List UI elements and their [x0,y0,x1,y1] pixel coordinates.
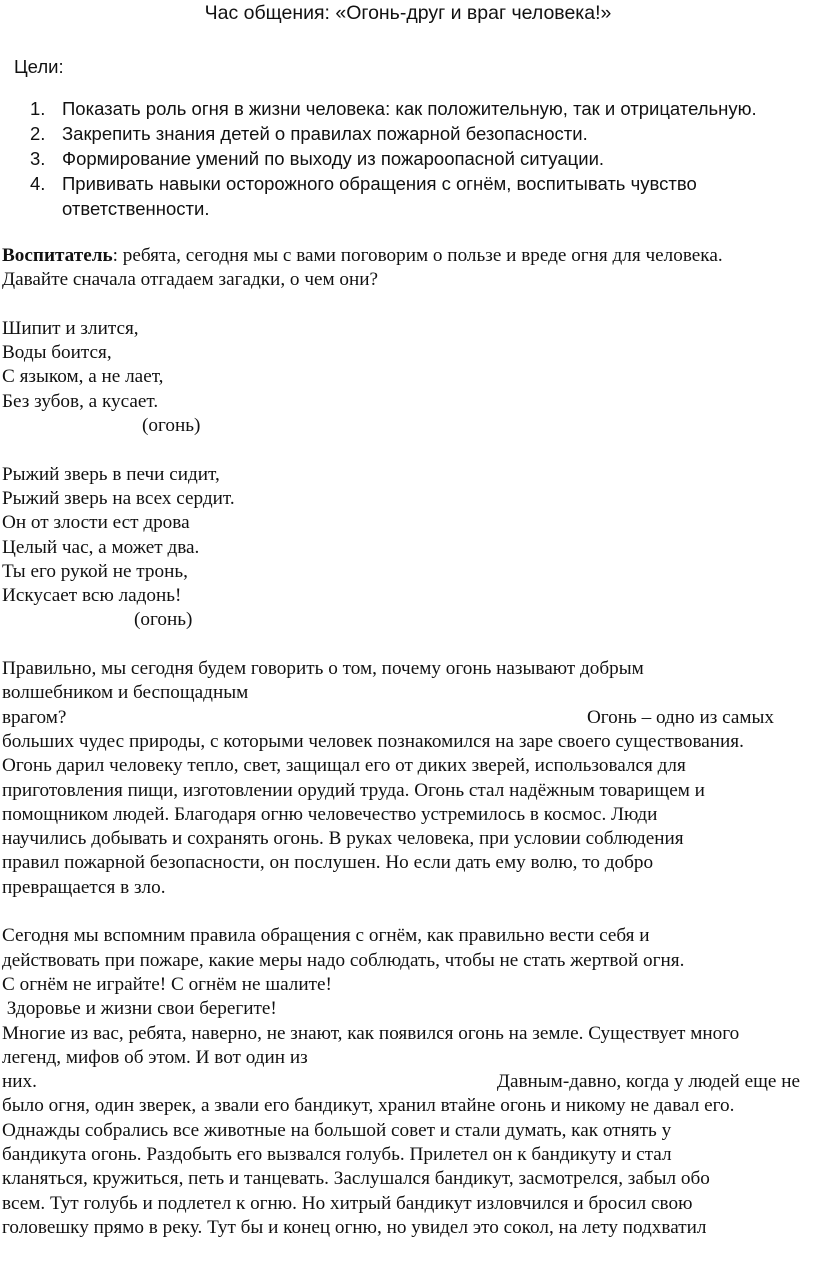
document-body [2,244,814,1240]
goal-number: 4. [30,173,46,194]
riddle-answer: (огонь) [142,415,201,437]
intro-line: Давайте сначала отгадаем загадки, о чем они? [2,269,379,291]
goal-text: Закрепить знания детей о правилах пожарной безопасности. [62,123,588,144]
goal-text-continued: ответственности. [62,198,210,219]
riddle-line: Целый час, а может два. [2,536,200,558]
riddle-line: Рыжий зверь в печи сидит, [2,463,220,485]
riddle-answer: (огонь) [134,609,193,631]
text-line: Здоровье и жизни свои берегите! [2,998,277,1020]
goal-text: Формирование умений по выходу из пожароопасной ситуации. [62,148,605,169]
riddle-line: Шипит и злится, [2,317,139,339]
goal-number: 3. [30,148,46,169]
goal-item [30,171,810,221]
text-line: легенд, мифов об этом. И вот один из [2,1046,308,1068]
text-line: С огнём не играйте! С огнём не шалите! [2,973,332,995]
intro-line [2,244,814,268]
text-line: кланяться, кружиться, петь и танцевать. Заслушался бандикут, засмотрелся, забыл обо [2,1168,710,1190]
text-line: Однажды собрались все животные на большой совет и стали думать, как отнять у [2,1119,672,1141]
paragraph-fire-rules [2,924,814,1240]
riddle-line: Искусает всю ладонь! [2,585,182,607]
text-line: всем. Тут голубь и подлетел к огню. Но хитрый бандикут изловчился и бросил свою [2,1192,693,1214]
text-fragment: врагом? [2,706,67,728]
speaker-label: Воспитатель [2,245,113,266]
riddle-2 [2,463,814,633]
goal-item [30,96,810,121]
text-line: волшебником и беспощадным [2,682,249,704]
riddle-line: Воды боится, [2,342,112,364]
goal-number: 1. [30,98,46,119]
text-line-split [2,1070,814,1094]
text-line: Огонь дарил человеку тепло, свет, защищал его от диких зверей, использовался для [2,755,686,777]
text-line: Многие из вас, ребята, наверно, не знают, как появился огонь на земле. Существует много [2,1022,740,1044]
text-fragment: них. [2,1071,37,1093]
riddle-line: Без зубов, а кусает. [2,390,159,412]
riddle-line: Рыжий зверь на всех сердит. [2,487,235,509]
text-line: больших чудес природы, с которыми человек познакомился на заре своего существования. [2,730,744,752]
riddle-1 [2,317,814,438]
text-line: приготовления пищи, изготовлении орудий труда. Огонь стал надёжным товарищем и [2,779,705,801]
goal-text: Прививать навыки осторожного обращения с огнём, воспитывать чувство [62,173,697,194]
intro-text: : ребята, сегодня мы с вами поговорим о пользе и вреде огня для человека. [112,245,723,266]
goals-list [30,96,810,221]
document-title: Час общения: «Огонь-друг и враг человека!» [204,2,612,24]
text-line: бандикута огонь. Раздобыть его вызвался голубь. Прилетел он к бандикуту и стал [2,1143,672,1165]
text-line: помощником людей. Благодаря огню человечество устремилось в космос. Люди [2,803,658,825]
riddle-line: Ты его рукой не тронь, [2,560,188,582]
text-line-split [2,706,814,730]
riddle-line: С языком, а не лает, [2,366,164,388]
goal-number: 2. [30,123,46,144]
paragraph-fire-role [2,657,814,900]
text-line: научились добывать и сохранять огонь. В руках человека, при условии соблюдения [2,828,684,850]
text-line: правил пожарной безопасности, он послушен. Но если дать ему волю, то добро [2,852,654,874]
text-fragment: Давным-давно, когда у людей еще не [496,1071,800,1093]
text-line: действовать при пожаре, какие меры надо соблюдать, чтобы не стать жертвой огня. [2,949,685,971]
goal-item [30,146,810,171]
text-line: головешку прямо в реку. Тут бы и конец огню, но увидел это сокол, на лету подхватил [2,1216,707,1238]
goal-item [30,121,810,146]
goals-label: Цели: [14,56,64,77]
riddle-line: Он от злости ест дрова [2,512,190,534]
text-fragment: Огонь – одно из самых [586,706,774,728]
text-line: было огня, один зверек, а звали его бандикут, хранил втайне огонь и никому не давал его. [2,1095,735,1117]
text-line: превращается в зло. [2,876,166,898]
text-line: Правильно, мы сегодня будем говорить о том, почему огонь называют добрым [2,658,644,680]
goal-text: Показать роль огня в жизни человека: как положительную, так и отрицательную. [62,98,757,119]
text-line: Сегодня мы вспомним правила обращения с огнём, как правильно вести себя и [2,925,650,947]
